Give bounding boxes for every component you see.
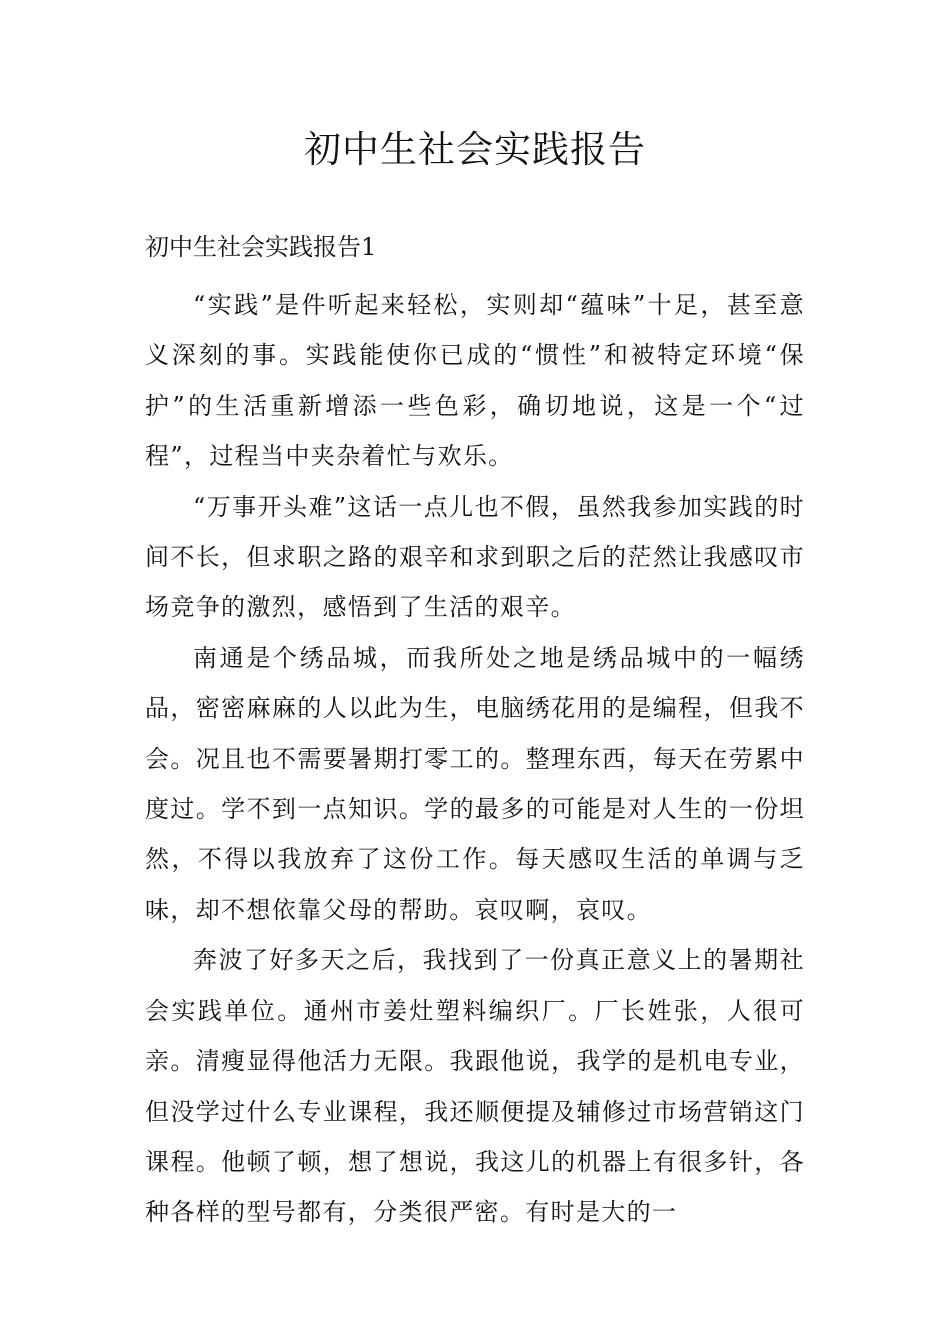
document-title: 初中生社会实践报告 — [304, 128, 646, 171]
paragraph-4: 奔波了好多天之后，我找到了一份真正意义上的暑期社会实践单位。通州市姜灶塑料编织厂。厂长姓张，人很可亲。清瘦显得他活力无限。我跟他说，我学的是机电专业，但没学过什么专业课程，我还顺便提及辅修过市场营销这门课程。他顿了顿，想了想说，我这儿的机器上有很多针，各种各样的型号都有，分类很严密。有时是大的一 — [145, 946, 805, 1227]
paragraph-1: “实践”是件听起来轻松，实则却“蕴味”十足，甚至意义深刻的事。实践能使你已成的“惯性”和被特定环境“保护”的生活重新增添一些色彩，确切地说，这是一个“过程”，过程当中夹杂着忙与欢乐。 — [145, 291, 805, 471]
paragraph-3: 南通是个绣品城，而我所处之地是绣品城中的一幅绣品，密密麻麻的人以此为生，电脑绣花用的是编程，但我不会。况且也不需要暑期打零工的。整理东西，每天在劳累中度过。学不到一点知识。学的最多的可能是对人生的一份坦然，不得以我放弃了这份工作。每天感叹生活的单调与乏味，却不想依靠父母的帮助。哀叹啊，哀叹。 — [145, 643, 805, 924]
section-heading: 初中生社会实践报告1 — [145, 233, 377, 261]
paragraph-2: “万事开头难”这话一点儿也不假，虽然我参加实践的时间不长，但求职之路的艰辛和求到职之后的茫然让我感叹市场竞争的激烈，感悟到了生活的艰辛。 — [145, 492, 805, 622]
document-body — [145, 280, 805, 1238]
